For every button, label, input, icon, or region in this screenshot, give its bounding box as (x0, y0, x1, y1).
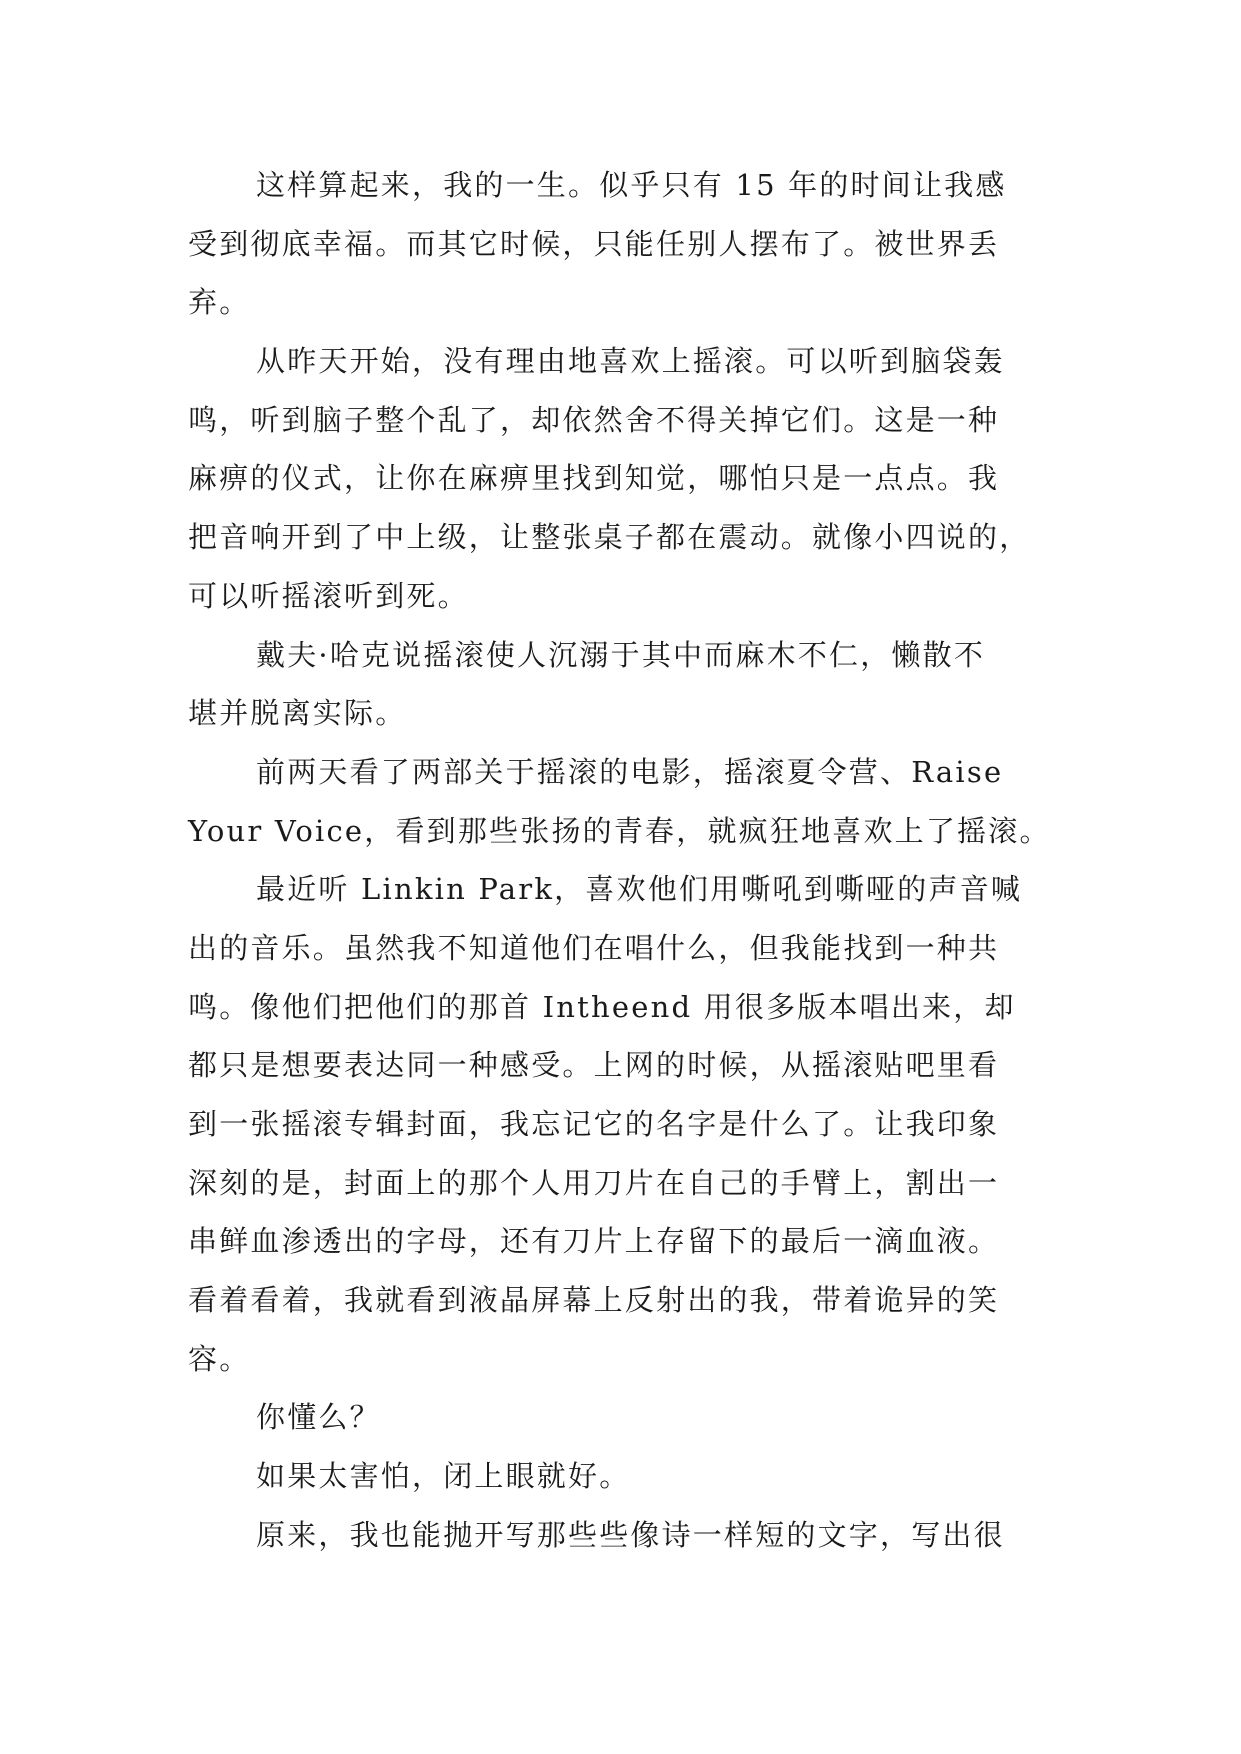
paragraph-2-line-3: 麻痹的仪式，让你在麻痹里找到知觉，哪怕只是一点点。我 (188, 461, 1000, 496)
paragraph-5-line-8: 看着看着，我就看到液晶屏幕上反射出的我，带着诡异的笑 (188, 1283, 1000, 1318)
paragraph-1-line-1: 这样算起来，我的一生。似乎只有 15 年的时间让我感 (256, 168, 1007, 202)
paragraph-3-line-2: 堪并脱离实际。 (188, 696, 407, 731)
paragraph-4-line-1: 前两天看了两部关于摇滚的电影，摇滚夏令营、Raise (256, 754, 1004, 789)
paragraph-4-line-2: Your Voice，看到那些张扬的青春，就疯狂地喜欢上了摇滚。 (188, 813, 1051, 848)
paragraph-5-line-3: 鸣。像他们把他们的那首 Intheend 用很多版本唱出来，却 (188, 989, 1016, 1024)
paragraph-1-line-2: 受到彻底幸福。而其它时候，只能任别人摆布了。被世界丢 (188, 226, 1000, 261)
paragraph-8-line-1: 原来，我也能抛开写那些些像诗一样短的文字，写出很 (256, 1517, 1005, 1552)
body-text (188, 156, 1068, 1565)
paragraph-3-line-1: 戴夫·哈克说摇滚使人沉溺于其中而麻木不仁，懒散不 (256, 637, 986, 672)
paragraph-2-line-4: 把音响开到了中上级，让整张桌子都在震动。就像小四说的， (188, 520, 1031, 555)
paragraph-5-line-6: 深刻的是，封面上的那个人用刀片在自己的手臂上，割出一 (188, 1165, 1000, 1200)
paragraph-5-line-4: 都只是想要表达同一种感受。上网的时候，从摇滚贴吧里看 (188, 1048, 1000, 1083)
paragraph-7-line-1: 如果太害怕，闭上眼就好。 (256, 1459, 631, 1494)
paragraph-5-line-1: 最近听 Linkin Park，喜欢他们用嘶吼到嘶哑的声音喊 (256, 872, 1023, 907)
paragraph-2-line-5: 可以听摇滚听到死。 (188, 578, 469, 613)
paragraph-2-line-2: 鸣，听到脑子整个乱了，却依然舍不得关掉它们。这是一种 (188, 402, 1000, 437)
paragraph-5-line-9: 容。 (188, 1341, 251, 1376)
paragraph-5-line-7: 串鲜血渗透出的字母，还有刀片上存留下的最后一滴血液。 (188, 1224, 1000, 1259)
paragraph-1-line-3: 弃。 (188, 285, 251, 320)
paragraph-6-line-1: 你懂么？ (256, 1400, 381, 1435)
paragraph-5-line-2: 出的音乐。虽然我不知道他们在唱什么，但我能找到一种共 (188, 930, 1000, 965)
paragraph-5-line-5: 到一张摇滚专辑封面，我忘记它的名字是什么了。让我印象 (188, 1107, 1000, 1141)
paragraph-2-line-1: 从昨天开始，没有理由地喜欢上摇滚。可以听到脑袋轰 (256, 344, 1005, 379)
